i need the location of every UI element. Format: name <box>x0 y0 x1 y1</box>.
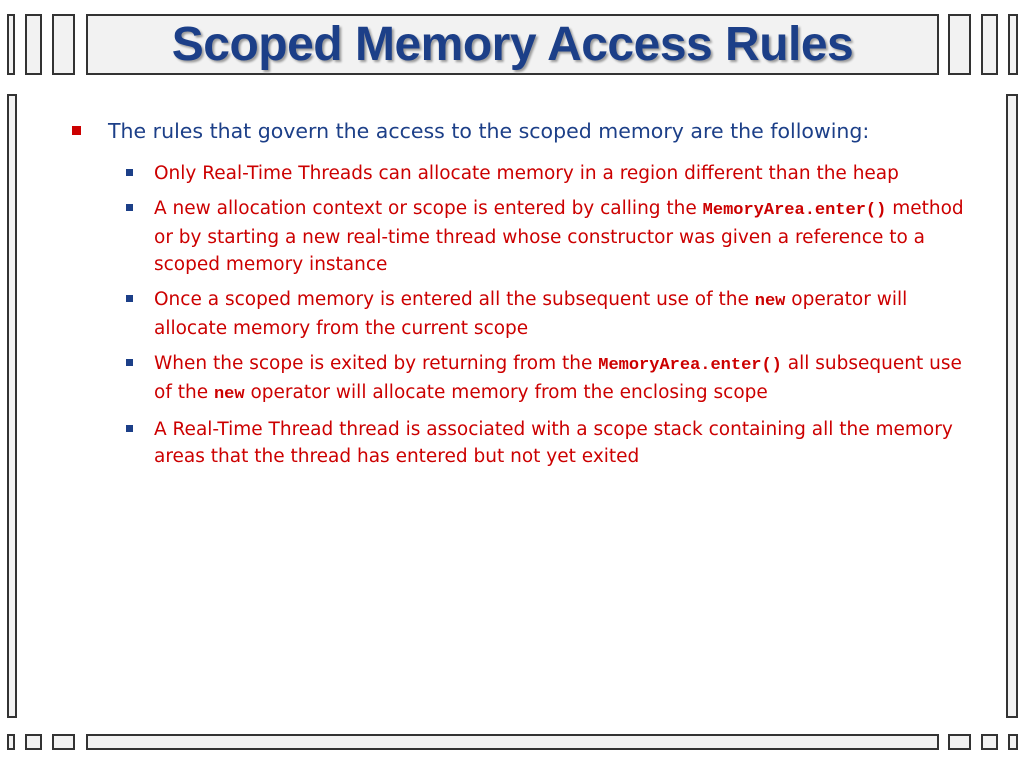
sub-bullet-text: method or by starting a new real-time thread whose constructor was given a reference to a scoped memory instance <box>154 198 964 275</box>
frame-bar-top-right-2 <box>981 14 998 75</box>
sub-bullet-item-4 <box>66 350 966 408</box>
frame-bar-bottom-right-2 <box>981 734 998 750</box>
sub-bullet-text: When the scope is exited by returning from the <box>154 353 599 374</box>
square-bullet-icon <box>126 295 133 302</box>
frame-bar-top-left-2 <box>25 14 42 75</box>
frame-bar-top-left-3 <box>52 14 75 75</box>
frame-bar-bottom-left-1 <box>7 734 15 750</box>
sub-bullet-text: A Real-Time Thread thread is associated with a scope stack containing all the memory areas that the thread has entered but not yet exited <box>154 419 953 467</box>
code-text: new <box>213 385 245 404</box>
frame-bar-top-right-3 <box>1008 14 1018 75</box>
frame-bar-top-right-1 <box>948 14 971 75</box>
square-bullet-icon <box>126 169 133 176</box>
frame-bar-right-vertical <box>1006 94 1018 718</box>
slide-title: Scoped Memory Access Rules <box>171 18 854 71</box>
frame-bar-bottom-right-1 <box>948 734 971 750</box>
sub-bullet-item-3 <box>66 286 966 342</box>
sub-bullet-text: all subsequent use of the <box>154 353 962 403</box>
frame-bar-top-left-1 <box>7 14 15 75</box>
code-text: MemoryArea.enter() <box>702 201 887 220</box>
square-bullet-icon <box>126 425 133 432</box>
frame-bar-bottom-right-3 <box>1008 734 1018 750</box>
bullet-text: The rules that govern the access to the scoped memory are the following: <box>108 119 870 143</box>
slide-content <box>66 116 966 478</box>
code-text: MemoryArea.enter() <box>598 356 782 375</box>
sub-bullet-text: Only Real-Time Threads can allocate memory in a region different than the heap <box>154 163 899 184</box>
bullet-item <box>66 116 966 146</box>
sub-bullet-item-2 <box>66 195 966 278</box>
frame-bar-bottom-left-2 <box>25 734 42 750</box>
frame-bar-bottom-left-3 <box>52 734 75 750</box>
sub-bullet-text: Once a scoped memory is entered all the subsequent use of the <box>154 289 755 310</box>
frame-bar-left-vertical <box>7 94 17 718</box>
sub-bullet-text: A new allocation context or scope is entered by calling the <box>154 198 703 219</box>
square-bullet-icon <box>126 359 133 366</box>
sub-bullet-item-1 <box>66 160 966 187</box>
code-text: new <box>754 292 786 311</box>
title-box <box>86 14 939 75</box>
square-bullet-icon <box>126 204 133 211</box>
frame-bar-bottom-center <box>86 734 939 750</box>
square-bullet-icon <box>72 126 81 135</box>
sub-bullet-text: operator will allocate memory from the enclosing scope <box>244 382 768 403</box>
sub-bullet-text: operator will allocate memory from the current scope <box>154 289 908 339</box>
sub-bullet-item-5 <box>66 416 966 470</box>
